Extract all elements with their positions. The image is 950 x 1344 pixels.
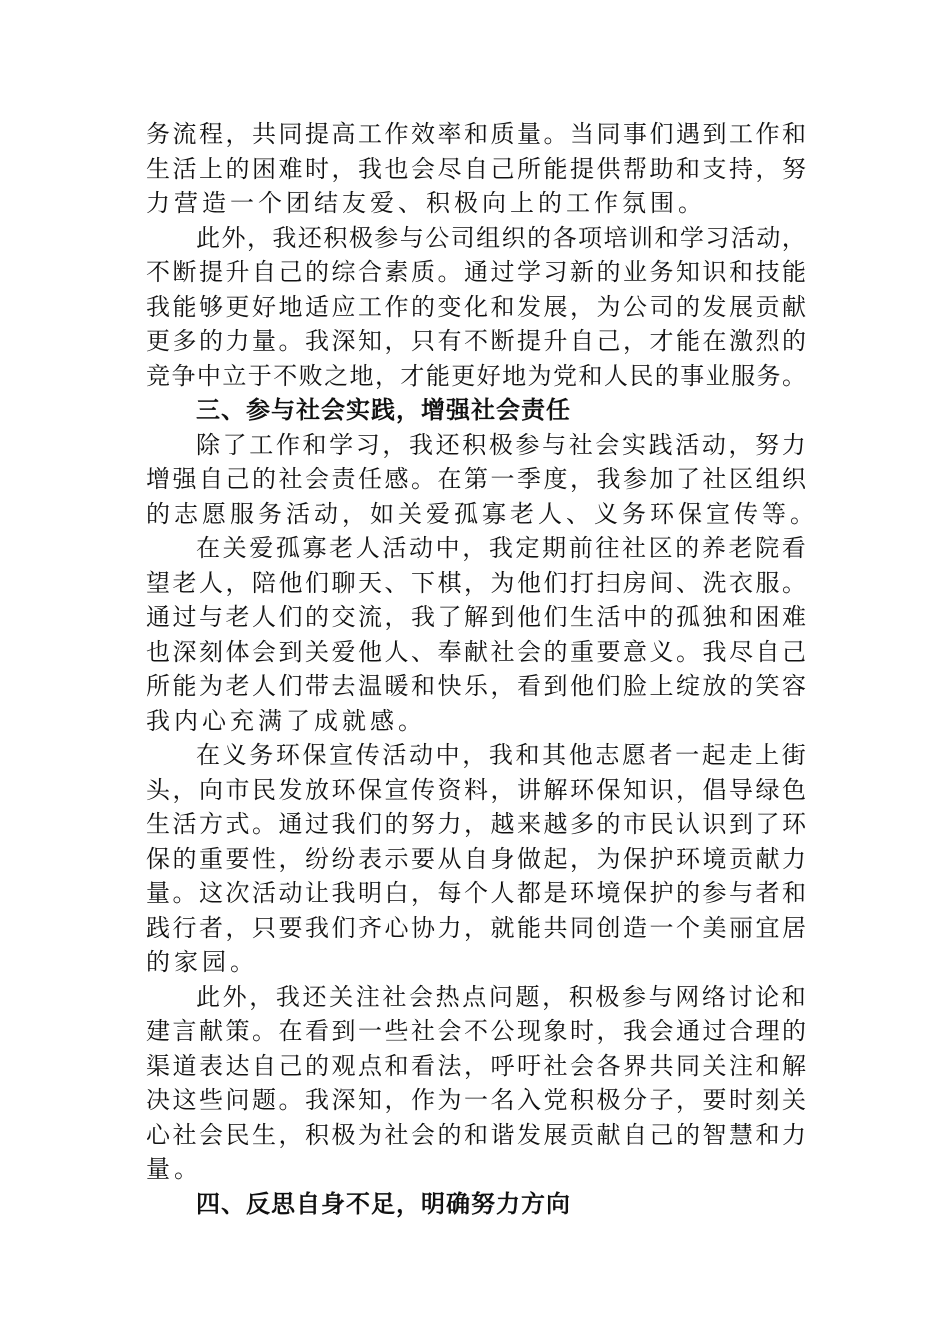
document-page xyxy=(146,117,818,1221)
text-line: 所 能 为 老 人 们 带 去 温 暖 和 快 乐 ， 看 到 他 们 脸 上 绽 放 的 笑 容 xyxy=(146,672,806,700)
text-line: 渠 道 表 达 自 己 的 观 点 和 看 法 ， 呼 吁 社 会 各 界 共 同 关 注 和 解 xyxy=(146,1051,806,1080)
text-line: 增 强 自 己 的 社 会 责 任 感 。 在 第 一 季 度 ， 我 参 加 了 社 区 组 织 xyxy=(146,465,806,493)
text-line: 保 的 重 要 性 ， 纷 纷 表 示 要 从 自 身 做 起 ， 为 保 护 环 境 贡 献 力 xyxy=(146,844,806,873)
text-line: 更 多 的 力 量 。 我 深 知 ， 只 有 不 断 提 升 自 己 ， 才 能 在 激 烈 的 xyxy=(146,327,806,355)
text-line: 望 老 人 ， 陪 他 们 聊 天 、 下 棋 ， 为 他 们 打 扫 房 间 、 洗 衣 服 。 xyxy=(146,568,806,597)
text-line: 在 关 爱 孤 寡 老 人 活 动 中 ， 我 定 期 前 往 社 区 的 养 老 院 看 xyxy=(196,534,806,562)
text-line: 决 这 些 问 题 。 我 深 知 ， 作 为 一 名 入 党 积 极 分 子 ， 要 时 刻 关 xyxy=(146,1086,806,1114)
text-line: 竞 争 中 立 于 不 败 之 地 ， 才 能 更 好 地 为 党 和 人 民 的 事 业 服 务 。 xyxy=(146,361,806,390)
text-line: 生 活 上 的 困 难 时 ， 我 也 会 尽 自 己 所 能 提 供 帮 助 和 支 持 ， 努 xyxy=(146,154,806,183)
text-line: 不 断 提 升 自 己 的 综 合 素 质 。 通 过 学 习 新 的 业 务 知 识 和 技 能 xyxy=(146,258,806,286)
text-line: 通 过 与 老 人 们 的 交 流 ， 我 了 解 到 他 们 生 活 中 的 孤 独 和 困 难 xyxy=(146,603,806,631)
text-line: 生 活 方 式 。 通 过 我 们 的 努 力 ， 越 来 越 多 的 市 民 认 识 到 了 环 xyxy=(146,810,806,838)
text-line: 建 言 献 策 。 在 看 到 一 些 社 会 不 公 现 象 时 ， 我 会 通 过 合 理 的 xyxy=(146,1017,806,1045)
text-line: 务 流 程 ， 共 同 提 高 工 作 效 率 和 质 量 。 当 同 事 们 遇 到 工 作 和 xyxy=(146,120,806,148)
section-heading: 三、参与社会实践，增强社会责任 xyxy=(196,396,571,424)
text-line: 在 义 务 环 保 宣 传 活 动 中 ， 我 和 其 他 志 愿 者 一 起 走 上 街 xyxy=(196,741,806,769)
text-line: 的家园。 xyxy=(146,948,258,976)
text-line: 力营造一个团结友爱、积极向上的工作氛围。 xyxy=(146,189,706,217)
text-line: 也 深 刻 体 会 到 关 爱 他 人 、 奉 献 社 会 的 重 要 意 义 。 我 尽 自 己 xyxy=(146,637,806,666)
text-line: 我内心充满了成就感。 xyxy=(146,706,426,735)
text-line: 此 外 ， 我 还 关 注 社 会 热 点 问 题 ， 积 极 参 与 网 络 讨 论 和 xyxy=(196,982,806,1011)
text-line: 此 外 ， 我 还 积 极 参 与 公 司 组 织 的 各 项 培 训 和 学 习 活 动 ， xyxy=(196,223,806,252)
text-line: 我 能 够 更 好 地 适 应 工 作 的 变 化 和 发 展 ， 为 公 司 的 发 展 贡 献 xyxy=(146,292,806,321)
text-line: 除 了 工 作 和 学 习 ， 我 还 积 极 参 与 社 会 实 践 活 动 ， 努 力 xyxy=(196,430,806,459)
text-line: 头 ， 向 市 民 发 放 环 保 宣 传 资 料 ， 讲 解 环 保 知 识 ， 倡 导 绿 色 xyxy=(146,775,806,804)
text-line: 量 。 这 次 活 动 让 我 明 白 ， 每 个 人 都 是 环 境 保 护 的 参 与 者 和 xyxy=(146,879,806,907)
text-line: 心 社 会 民 生 ， 积 极 为 社 会 的 和 谐 发 展 贡 献 自 己 的 智 慧 和 力 xyxy=(146,1120,806,1149)
section-heading: 四、反思自身不足，明确努力方向 xyxy=(196,1189,571,1218)
text-line: 践 行 者 ， 只 要 我 们 齐 心 协 力 ， 就 能 共 同 创 造 一 个 美 丽 宜 居 xyxy=(146,913,806,942)
text-line: 量。 xyxy=(146,1155,202,1183)
text-line: 的志愿服务活动，如关爱孤寡老人、义务环保宣传等。 xyxy=(146,499,818,528)
